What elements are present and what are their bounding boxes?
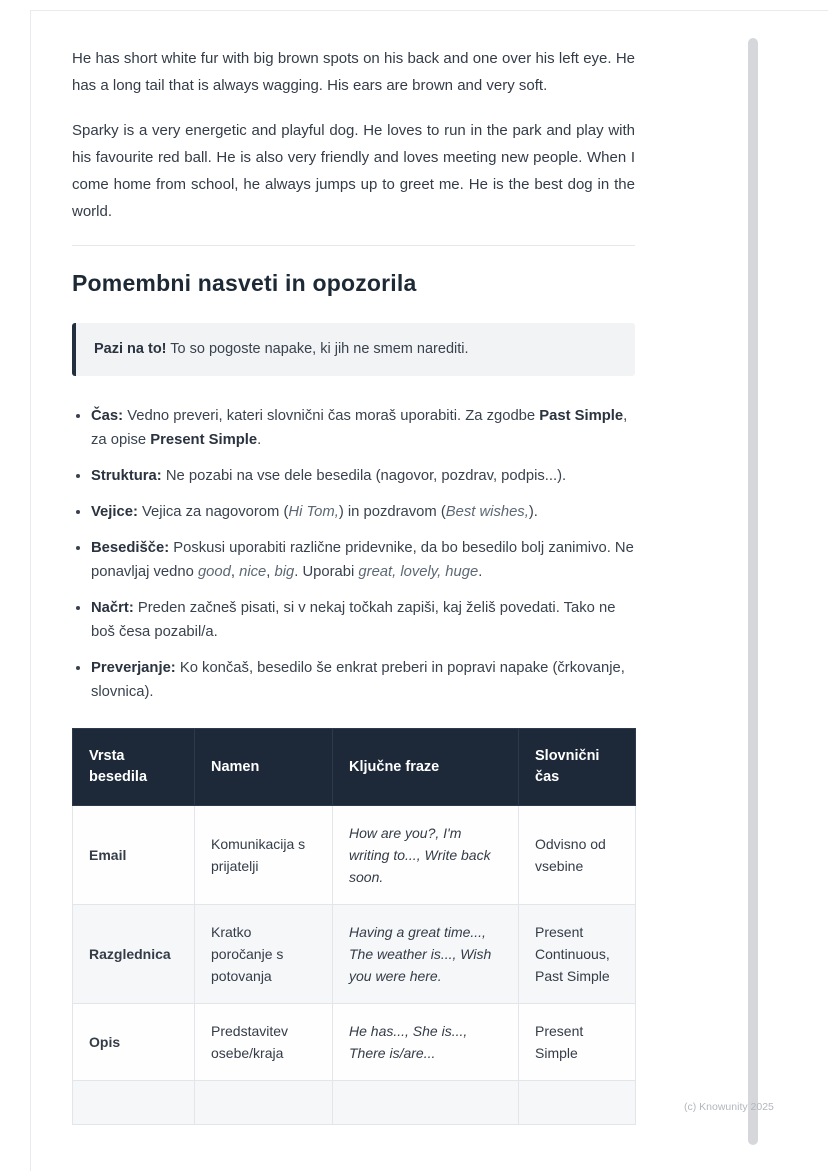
- bullet-italic: great, lovely, huge: [358, 564, 479, 580]
- list-item: [91, 656, 635, 704]
- bullet-text: . Uporabi: [294, 564, 359, 580]
- cell-purpose: Komunikacija s prijatelji: [195, 806, 333, 905]
- bullet-text: Poskusi uporabiti različne pridevnike, da bo besedilo bolj zanimivo. Ne ponavljaj vedno: [91, 540, 634, 580]
- bullet-text: Ne pozabi na vse dele besedila (nagovor, pozdrav, podpis...).: [161, 468, 567, 484]
- paragraph-description: He has short white fur with big brown spots on his back and one over his left eye. He has a long tail that is always wagging. His ears are brown and very soft.: [72, 50, 635, 94]
- bullet-text: ).: [528, 504, 538, 520]
- cell-purpose: Predstavitev osebe/kraja: [195, 1004, 333, 1081]
- bullet-text: Ko končaš, besedilo še enkrat preberi in popravi napake (črkovanje, slovnica).: [91, 660, 625, 700]
- watermark: (c) Knowunity 2025: [684, 1101, 774, 1113]
- cell-type: Razglednica: [73, 905, 195, 1004]
- cell-tense: Odvisno od vsebine: [519, 806, 636, 905]
- cell-phrases: Having a great time..., The weather is..., Wish you were here.: [333, 905, 519, 1004]
- list-item: [91, 404, 635, 452]
- bullet-italic: Hi Tom,: [288, 504, 339, 520]
- table-row: [73, 806, 636, 905]
- bullet-lead: Načrt:: [91, 600, 134, 616]
- scrollbar-thumb[interactable]: [748, 38, 758, 1145]
- bullet-text: Vedno preveri, kateri slovnični čas moraš uporabiti. Za zgodbe: [123, 408, 540, 424]
- list-item: [91, 536, 635, 584]
- cell-empty: [73, 1081, 195, 1125]
- cell-type: Email: [73, 806, 195, 905]
- column-header: Ključne fraze: [333, 729, 519, 806]
- cell-phrases: He has..., She is..., There is/are...: [333, 1004, 519, 1081]
- list-item: [91, 500, 635, 524]
- table-row: [73, 1004, 636, 1081]
- bullet-italic: good: [197, 564, 231, 580]
- table-row: [73, 905, 636, 1004]
- bullet-text: ) in pozdravom (: [338, 504, 446, 520]
- column-header: Namen: [195, 729, 333, 806]
- document-content: [72, 11, 635, 1125]
- bullet-text: Vejica za nagovorom (: [137, 504, 289, 520]
- cell-tense: Present Continuous, Past Simple: [519, 905, 636, 1004]
- bullet-italic: Best wishes,: [445, 504, 529, 520]
- bullet-lead: Preverjanje:: [91, 660, 176, 676]
- bullet-lead: Struktura:: [91, 468, 162, 484]
- bullet-text: .: [257, 432, 262, 448]
- bullet-lead: Besedišče:: [91, 540, 170, 556]
- cell-tense: Present Simple: [519, 1004, 636, 1081]
- tips-list: [72, 404, 635, 704]
- cell-type: Opis: [73, 1004, 195, 1081]
- bullet-text: ,: [266, 564, 275, 580]
- bullet-bold: Past Simple: [539, 408, 624, 424]
- bullet-text: .: [478, 564, 483, 580]
- bullet-text: , za opise: [91, 408, 628, 448]
- document-page: [30, 10, 828, 1171]
- bullet-italic: big: [274, 564, 295, 580]
- column-header: Vrsta besedila: [73, 729, 195, 806]
- callout-text: To so pogoste napake, ki jih ne smem narediti.: [166, 341, 469, 357]
- column-header: Slovnični čas: [519, 729, 636, 806]
- table-row-partial: [73, 1081, 636, 1125]
- bullet-text: Preden začneš pisati, si v nekaj točkah zapiši, kaj želiš povedati. Tako ne boš česa pozabil/a.: [91, 600, 616, 640]
- section-divider: [72, 245, 635, 246]
- bullet-lead: Vejice:: [91, 504, 138, 520]
- cell-purpose: Kratko poročanje s potovanja: [195, 905, 333, 1004]
- list-item: [91, 596, 635, 644]
- warning-callout: [72, 323, 635, 376]
- bullet-bold: Present Simple: [150, 432, 258, 448]
- cell-empty: [519, 1081, 636, 1125]
- cell-phrases: How are you?, I'm writing to..., Write back soon.: [333, 806, 519, 905]
- cell-empty: [195, 1081, 333, 1125]
- callout-lead: Pazi na to!: [94, 341, 167, 357]
- cell-empty: [333, 1081, 519, 1125]
- bullet-lead: Čas:: [91, 408, 124, 424]
- paragraph-description: Sparky is a very energetic and playful dog. He loves to run in the park and play with his favourite red ball. He is also very friendly and loves meeting new people. When I come home from school, he always jumps up to greet me. He is the best dog in the world.: [72, 122, 635, 220]
- section-title: Pomembni nasveti in opozorila: [72, 270, 417, 296]
- bullet-text: ,: [230, 564, 240, 580]
- list-item: [91, 464, 635, 488]
- bullet-italic: nice: [239, 564, 267, 580]
- table-header-row: [73, 729, 636, 806]
- text-types-table: [72, 728, 636, 1125]
